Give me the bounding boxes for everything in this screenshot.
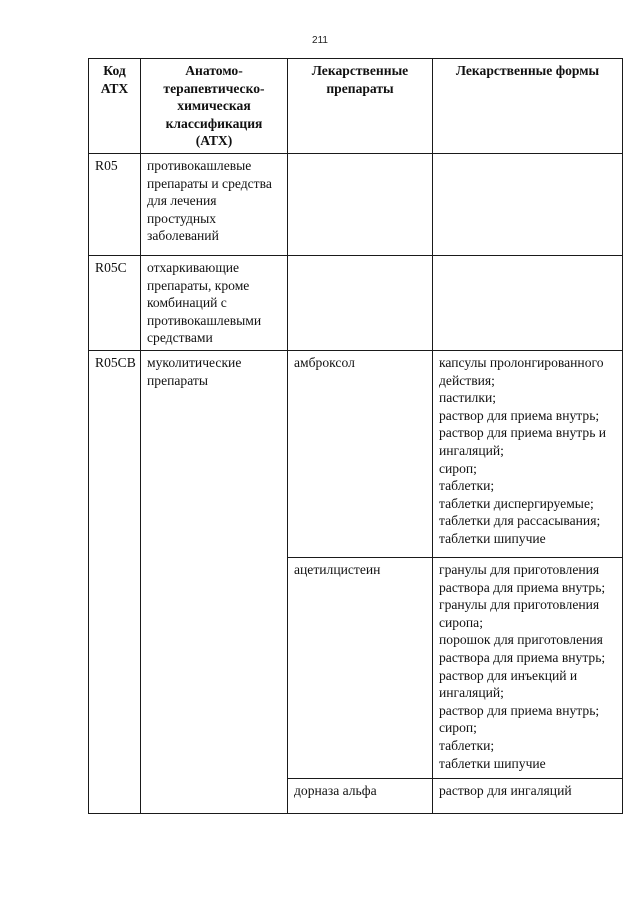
- form-line: гранулы для приготовления: [439, 561, 600, 577]
- atx-table: [88, 58, 623, 814]
- cell-classification: [141, 256, 288, 351]
- form-line: раствора для приема внутрь;: [439, 649, 606, 665]
- cell-drug-empty: [288, 256, 433, 351]
- form-line: ингаляций;: [439, 685, 504, 701]
- form-line: таблетки;: [439, 737, 495, 753]
- header-line: Лекарственные: [311, 63, 409, 78]
- cell-forms-empty: [433, 154, 623, 256]
- table-row: [89, 154, 623, 256]
- header-line: Лекарственные формы: [455, 63, 600, 78]
- form-line: действия;: [439, 372, 495, 388]
- cell-line: средствами: [147, 330, 213, 346]
- form-line: таблетки для рассасывания;: [439, 513, 601, 529]
- cell-code: R05: [89, 154, 141, 256]
- header-line: (АТХ): [195, 133, 233, 149]
- form-line: таблетки шипучие: [439, 530, 546, 546]
- header-line: Код: [103, 63, 126, 78]
- cell-code: R05CB: [89, 350, 141, 813]
- form-line: раствор для приема внутрь и: [439, 425, 607, 441]
- cell-code: R05C: [89, 256, 141, 351]
- header-drugs: [288, 59, 433, 154]
- cell-classification: [141, 154, 288, 256]
- form-line: капсулы пролонгированного: [439, 354, 604, 370]
- form-line: гранулы для приготовления: [439, 597, 600, 613]
- cell-line: препараты, кроме: [147, 277, 250, 293]
- page-number: 211: [312, 35, 328, 46]
- form-line: таблетки шипучие: [439, 755, 546, 771]
- table-row: [89, 256, 623, 351]
- form-line: порошок для приготовления: [439, 632, 603, 648]
- cell-line: муколитические: [147, 354, 242, 370]
- table-header-row: [89, 59, 623, 154]
- form-line: раствор для приема внутрь;: [439, 702, 600, 718]
- cell-line: для лечения: [147, 193, 217, 209]
- form-line: раствор для инъекций и: [439, 667, 578, 683]
- cell-line: противокашлевые: [147, 158, 252, 173]
- cell-line: заболеваний: [147, 228, 219, 244]
- header-line: химическая: [177, 98, 251, 114]
- cell-forms: [433, 350, 623, 557]
- cell-line: препараты и средства: [147, 175, 272, 191]
- form-line: сироп;: [439, 720, 477, 736]
- form-line: раствора для приема внутрь;: [439, 579, 606, 595]
- header-forms: [433, 59, 623, 154]
- form-line: раствор для ингаляций: [439, 782, 572, 798]
- form-line: таблетки;: [439, 478, 495, 494]
- cell-line: отхаркивающие: [147, 260, 240, 275]
- cell-forms: [433, 557, 623, 778]
- header-line: препараты: [326, 80, 394, 96]
- cell-drug: ацетилцистеин: [288, 557, 433, 778]
- header-line: классификация: [165, 115, 263, 131]
- cell-drug: дорназа альфа: [288, 778, 433, 813]
- form-line: пастилки;: [439, 390, 496, 406]
- form-line: раствор для приема внутрь;: [439, 407, 600, 423]
- form-line: сиропа;: [439, 614, 483, 630]
- cell-drug: амброксол: [288, 350, 433, 557]
- header-line: Анатомо-: [185, 63, 243, 78]
- form-line: ингаляций;: [439, 442, 504, 458]
- header-line: АТХ: [100, 80, 129, 96]
- header-classification: [141, 59, 288, 154]
- cell-line: противокашлевыми: [147, 312, 262, 328]
- table-row: [89, 350, 623, 557]
- cell-line: препараты: [147, 372, 208, 388]
- cell-line: простудных: [147, 210, 217, 226]
- header-line: терапевтическо-: [163, 80, 265, 96]
- cell-drug-empty: [288, 154, 433, 256]
- form-line: таблетки диспергируемые;: [439, 495, 594, 511]
- header-code: [89, 59, 141, 154]
- cell-forms: [433, 778, 623, 813]
- form-line: сироп;: [439, 460, 477, 476]
- cell-classification: [141, 350, 288, 813]
- cell-line: комбинаций с: [147, 295, 227, 311]
- cell-forms-empty: [433, 256, 623, 351]
